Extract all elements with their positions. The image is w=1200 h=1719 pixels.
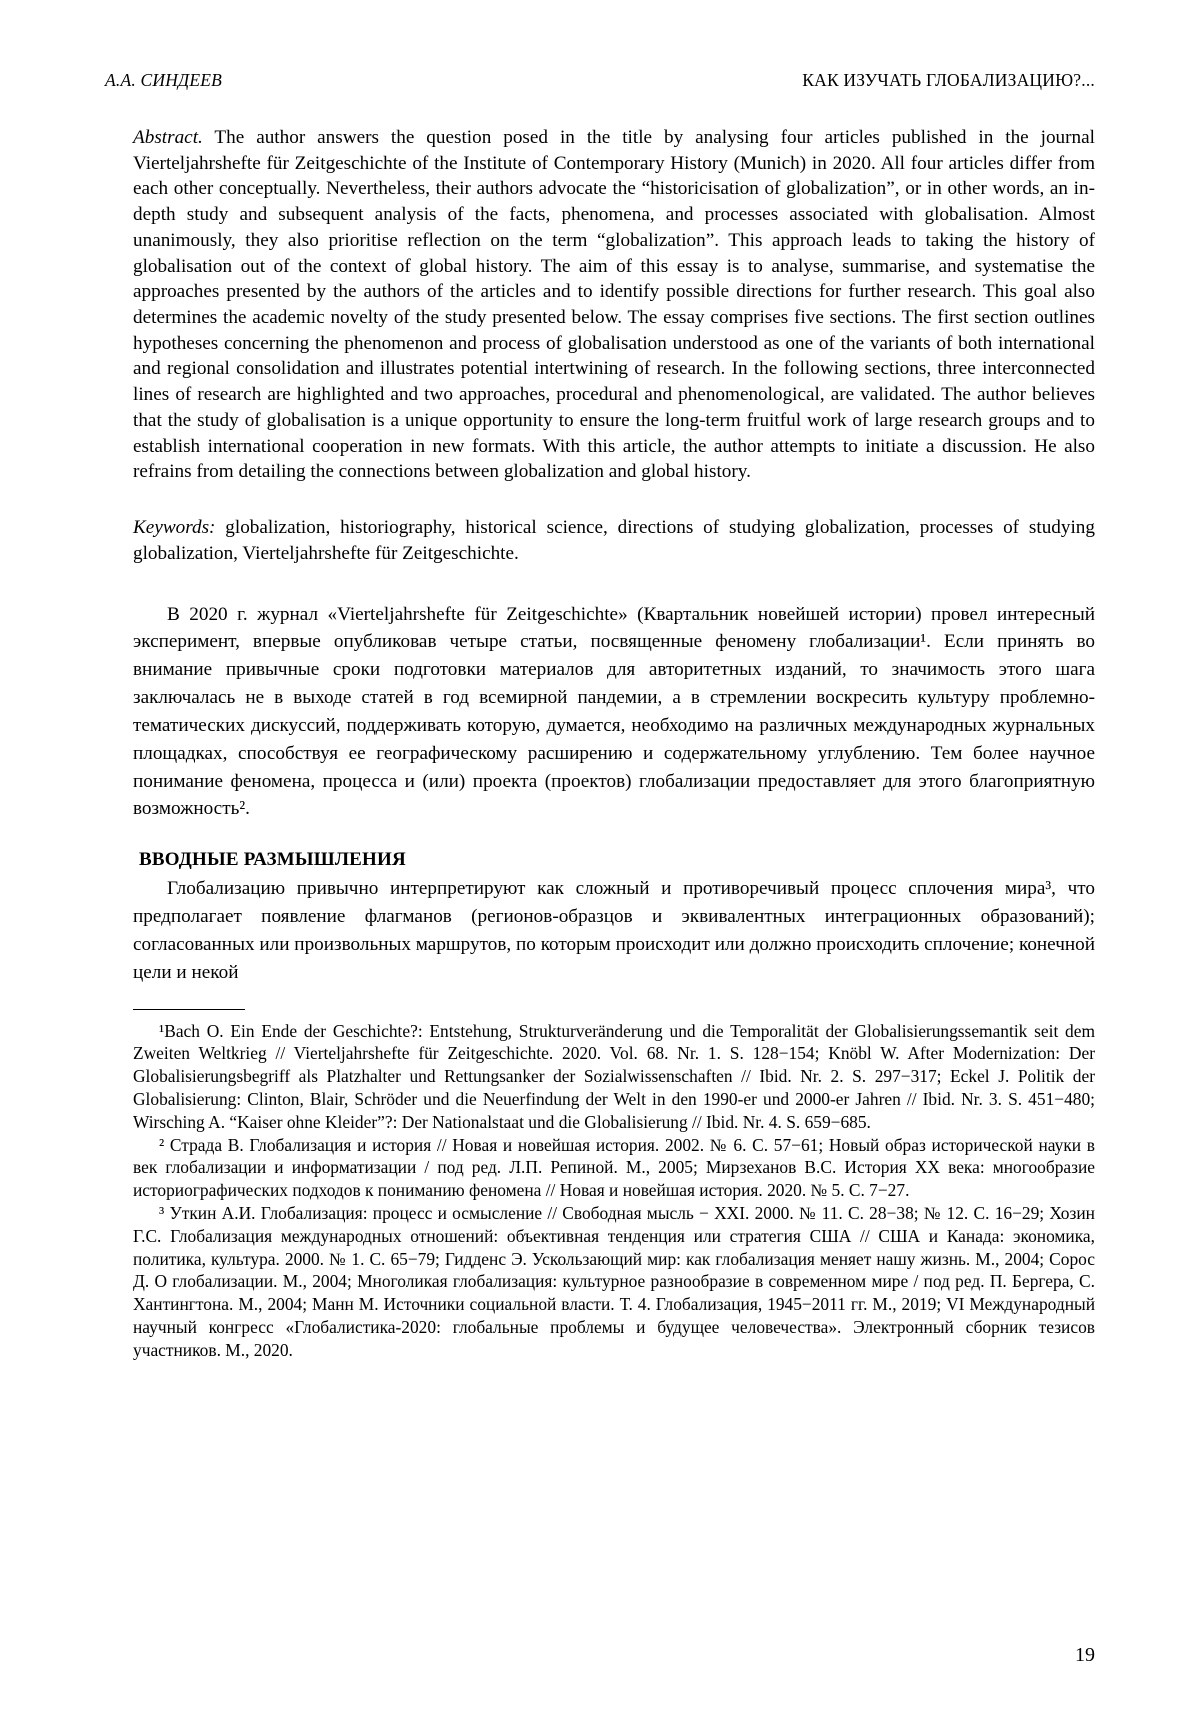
page-number: 19 bbox=[1075, 1644, 1095, 1666]
abstract-text: The author answers the question posed in the title by analysing four articles published in the journal Vierteljahrshefte für Zeitgeschichte of the Institute of Contemporary History (Munich) in 2020. All four articles differ from each other conceptually. Nevertheless, their authors advocate the “historicisation of globalization”, or in other words, an in-depth study and subsequent analysis of the facts, phenomena, and processes associated with globalisation. Almost unanimously, they also prioritise reflection on the term “globalization”. This approach leads to taking the history of globalisation out of the context of global history. The aim of this essay is to analyse, summarise, and systematise the approaches presented by the authors of the articles and to identify possible directions for further research. This goal also determines the academic novelty of the study presented below. The essay comprises five sections. The first section outlines hypotheses concerning the phenomenon and process of globalisation understood as one of the variants of both international and regional consolidation and illustrates potential intertwining of research. In the following sections, three interconnected lines of research are highlighted and two approaches, procedural and phenomenological, are validated. The author believes that the study of globalisation is a unique opportunity to ensure the long-term fruitful work of large research groups and to establish international cooperation in new formats. With this article, the author attempts to initiate a discussion. He also refrains from detailing the connections between globalization and global history. bbox=[133, 127, 1095, 483]
page-content bbox=[105, 70, 1095, 1362]
section-heading: ВВОДНЫЕ РАЗМЫШЛЕНИЯ bbox=[139, 849, 406, 871]
running-head bbox=[105, 70, 1095, 91]
abstract-label: Abstract. bbox=[133, 127, 203, 148]
main-paragraph-1: В 2020 г. журнал «Vierteljahrshefte für Zeitgeschichte» (Квартальник новейшей истории) провел интересный эксперимент, впервые опубликовав четыре статьи, посвященные феномену глобализации¹. Если принять во внимание привычные сроки подготовки материалов для авторитетных изданий, то значимость этого шага заключалась не в выходе статей в год всемирной пандемии, а в стремлении воскресить культуру проблемно-тематических дискуссий, поддерживать которую, думается, необходимо на различных международных журнальных площадках, способствуя ее географическому расширению и содержательному углублению. Тем более научное понимание феномена, процесса и (или) проекта (проектов) глобализации предоставляет для этого благоприятную возможность². bbox=[133, 603, 1095, 820]
running-head-title: КАК ИЗУЧАТЬ ГЛОБАЛИЗАЦИЮ?... bbox=[802, 70, 1095, 90]
footnote-1: ¹Bach O. Ein Ende der Geschichte?: Entstehung, Strukturveränderung und die Temporalität der Globalisierungssemantik seit dem Zweiten Weltkrieg // Vierteljahrshefte für Zeitgeschichte. 2020. Vol. 68. Nr. 1. S. 128−154; Knöbl W. After Modernization: Der Globalisierungsbegriff als Platzhalter und Rettungsanker der Sozialwissenschaften // Ibid. Nr. 2. S. 297−317; Eckel J. Politik der Globalisierung: Clinton, Blair, Schröder und die Neuerfindung der Welt in den 1990-er und 2000-er Jahren // Ibid. Nr. 3. S. 451−480; Wirsching A. “Kaiser ohne Kleider”?: Der Nationalstaat und die Globalisierung // Ibid. Nr. 4. S. 659−685. bbox=[133, 1020, 1095, 1132]
article-body bbox=[133, 125, 1095, 823]
abstract-paragraph bbox=[133, 125, 1095, 485]
footnote-separator bbox=[133, 1009, 245, 1010]
keywords-label: Keywords: bbox=[133, 517, 216, 539]
footnote-2: ² Страда В. Глобализация и история // Новая и новейшая история. 2002. № 6. С. 57−61; Новый образ исторической науки в век глобализации и информатизации / под ред. Л.П. Репиной. М., 2005; Мирзеханов В.С. История XX века: многообразие историографических подходов к пониманию феномена // Новая и новейшая история. 2020. № 5. С. 7−27. bbox=[133, 1134, 1095, 1201]
keywords-text: globalization, historiography, historical science, directions of studying globalization, processes of studying globalization, Vierteljahrshefte für Zeitgeschichte. bbox=[133, 517, 1095, 564]
main-paragraph-2: Глобализацию привычно интерпретируют как сложный и противоречивый процесс сплочения мира³, что предполагает появление флагманов (регионов-образцов и эквивалентных интеграционных образований); согласованных или произвольных маршрутов, по которым происходит или должно происходить сплочение; конечной цели и некой bbox=[133, 878, 1095, 983]
running-head-author: А.А. СИНДЕЕВ bbox=[105, 70, 223, 90]
article-body-2 bbox=[133, 875, 1095, 986]
footnotes bbox=[133, 1020, 1095, 1362]
footnote-3: ³ Уткин А.И. Глобализация: процесс и осмысление // Свободная мысль − XXI. 2000. № 11. С. 28−38; № 12. С. 16−29; Хозин Г.С. Глобализация международных отношений: объективная тенденция или стратегия США // США и Канада: экономика, политика, культура. 2000. № 1. С. 65−79; Гидденс Э. Ускользающий мир: как глобализация меняет нашу жизнь. М., 2004; Сорос Д. О глобализации. М., 2004; Многоликая глобализация: культурное разнообразие в современном мире / под ред. П. Бергера, С. Хантингтона. М., 2004; Манн М. Источники социальной власти. Т. 4. Глобализация, 1945−2011 гг. М., 2019; VI Международный научный конгресс «Глобалистика-2020: глобальные проблемы и будущее человечества». Электронный сборник тезисов участников. М., 2020. bbox=[133, 1203, 1095, 1360]
keywords-paragraph bbox=[133, 515, 1095, 566]
